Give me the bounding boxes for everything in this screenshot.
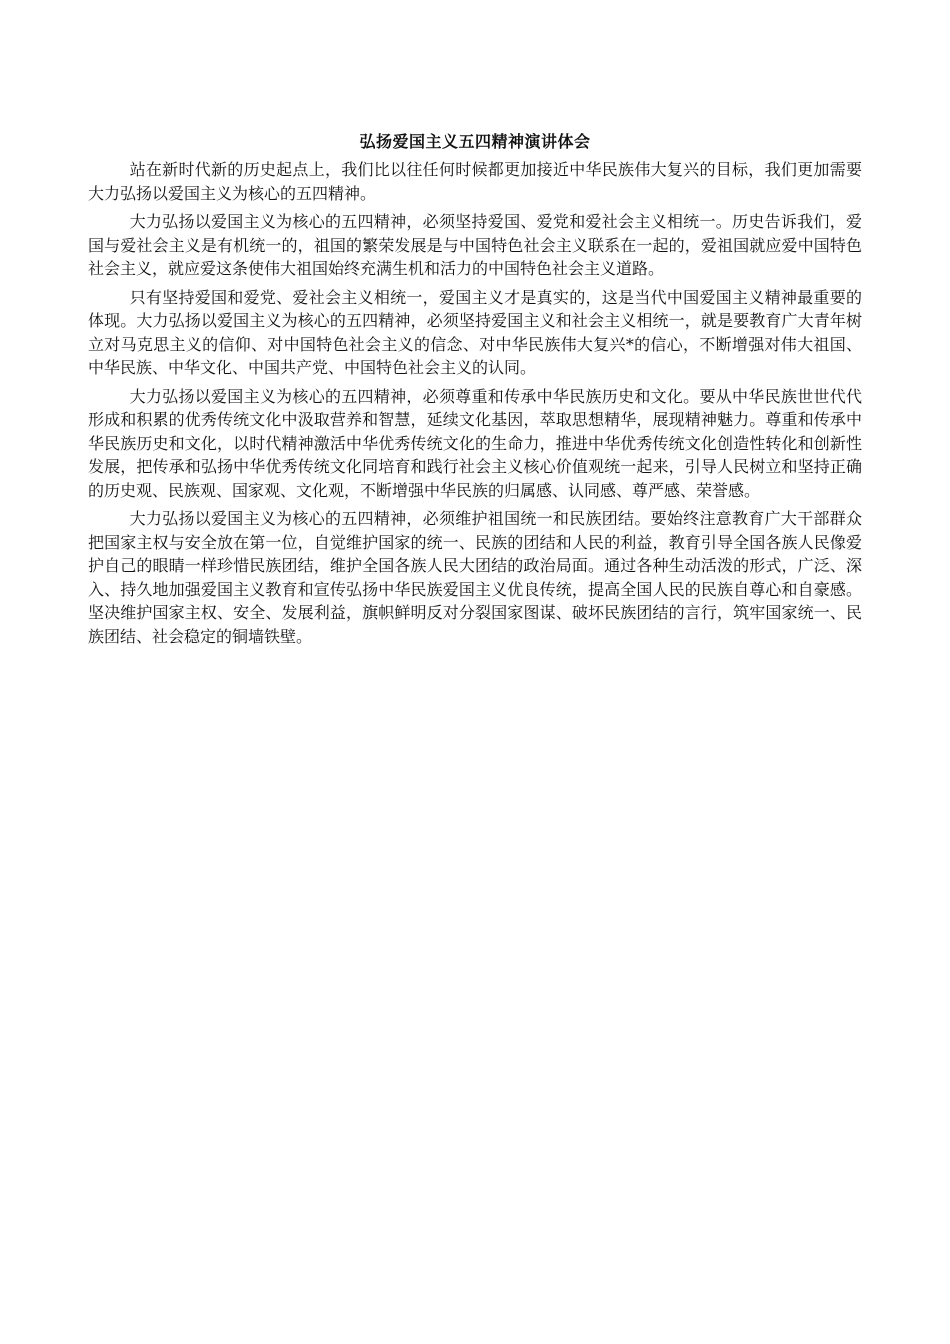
document-page <box>88 130 862 653</box>
paragraph-3: 只有坚持爱国和爱党、爱社会主义相统一，爱国主义才是真实的，这是当代中国爱国主义精神最重要的体现。大力弘扬以爱国主义为核心的五四精神，必须坚持爱国主义和社会主义相统一，就是要教育广大青年树立对马克思主义的信仰、对中国特色社会主义的信念、对中华民族伟大复兴*的信心，不断增强对伟大祖国、中华民族、中华文化、中国共产党、中国特色社会主义的认同。 <box>88 287 862 377</box>
paragraph-2: 大力弘扬以爱国主义为核心的五四精神，必须坚持爱国、爱党和爱社会主义相统一。历史告诉我们，爱国与爱社会主义是有机统一的，祖国的繁荣发展是与中国特色社会主义联系在一起的，爱祖国就应爱中国特色社会主义，就应爱这条使伟大祖国始终充满生机和活力的中国特色社会主义道路。 <box>88 212 862 278</box>
paragraph-5: 大力弘扬以爱国主义为核心的五四精神，必须维护祖国统一和民族团结。要始终注意教育广大干部群众把国家主权与安全放在第一位，自觉维护国家的统一、民族的团结和人民的利益，教育引导全国各族人民像爱护自己的眼睛一样珍惜民族团结，维护全国各族人民大团结的政治局面。通过各种生动活泼的形式，广泛、深入、持久地加强爱国主义教育和宣传弘扬中华民族爱国主义优良传统，提高全国人民的民族自尊心和自豪感。坚决维护国家主权、安全、发展利益，旗帜鲜明反对分裂国家图谋、破坏民族团结的言行，筑牢国家统一、民族团结、社会稳定的铜墙铁壁。 <box>88 509 862 646</box>
document-title: 弘扬爱国主义五四精神演讲体会 <box>359 132 591 151</box>
paragraph-4: 大力弘扬以爱国主义为核心的五四精神，必须尊重和传承中华民族历史和文化。要从中华民族世世代代形成和积累的优秀传统文化中汲取营养和智慧，延续文化基因，萃取思想精华，展现精神魅力。尊重和传承中华民族历史和文化，以时代精神激活中华优秀传统文化的生命力，推进中华优秀传统文化创造性转化和创新性发展，把传承和弘扬中华优秀传统文化同培育和践行社会主义核心价值观统一起来，引导人民树立和坚持正确的历史观、民族观、国家观、文化观，不断增强中华民族的归属感、认同感、尊严感、荣誉感。 <box>88 386 862 500</box>
paragraph-1: 站在新时代新的历史起点上，我们比以往任何时候都更加接近中华民族伟大复兴的目标，我们更加需要大力弘扬以爱国主义为核心的五四精神。 <box>88 160 862 203</box>
